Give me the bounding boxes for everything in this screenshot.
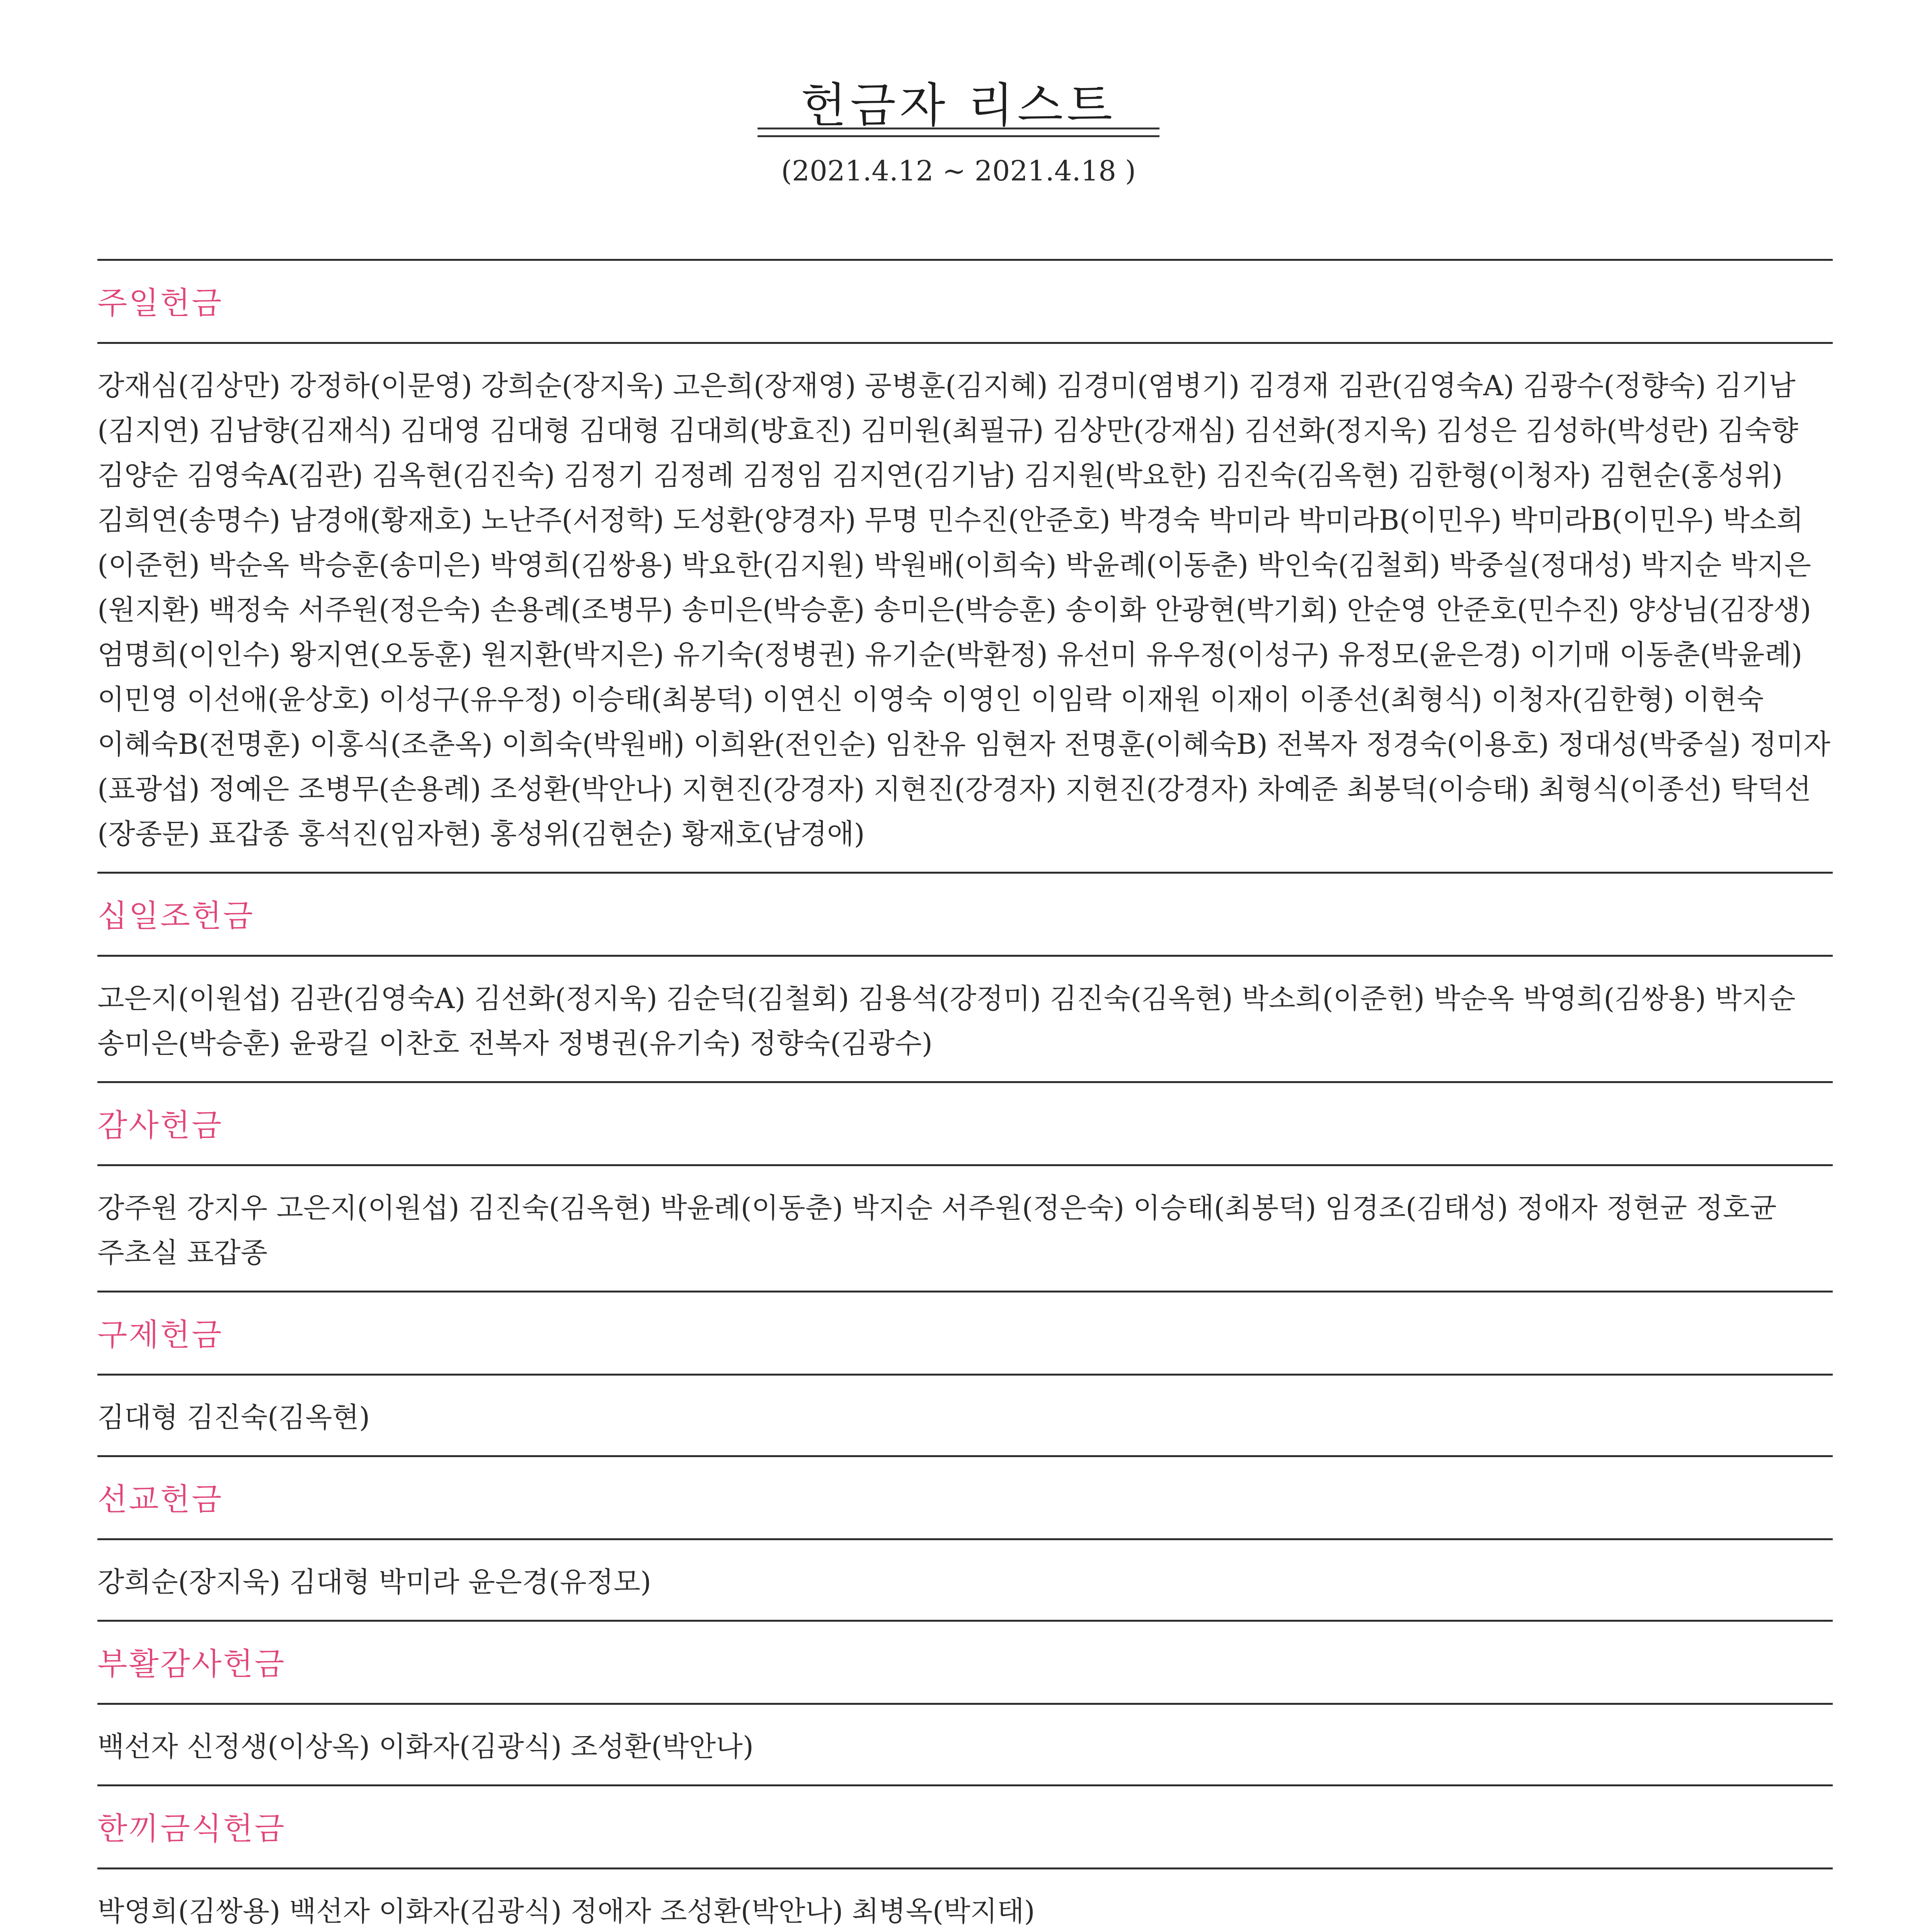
donor-list: 백선자 신정생(이상옥) 이화자(김광식) 조성환(박안나) — [97, 1730, 754, 1763]
title-underline-bottom — [758, 135, 1159, 137]
document-title: 헌금자 리스트 — [801, 78, 1116, 133]
donor-list: 고은지(이원섭) 김관(김영숙A) 김선화(정지욱) 김순덕(김철회) 김용석(강정미) 김진숙(김옥현) 박소희(이준헌) 박순옥 박영희(김쌍용) 박지순 송미은(박승훈) 윤광길 이찬호 전복자 정병권(유기숙) 정향숙(김광수) — [97, 982, 1796, 1060]
section-heading: 부활감사헌금 — [97, 1646, 286, 1682]
section-easter-thanksgiving-offering — [97, 1620, 1833, 1784]
section-thanksgiving-offering — [97, 1081, 1833, 1291]
donor-list: 박영희(김쌍용) 백선자 이화자(김광식) 정애자 조성환(박안나) 최병옥(박지태) — [97, 1895, 1035, 1927]
section-sunday-offering — [97, 259, 1833, 872]
section-heading: 십일조헌금 — [97, 898, 255, 934]
section-heading: 감사헌금 — [97, 1107, 223, 1143]
section-meal-fasting-offering — [97, 1784, 1833, 1932]
donor-list: 김대형 김진숙(김옥현) — [97, 1401, 370, 1434]
section-heading: 한끼금식헌금 — [97, 1811, 286, 1847]
section-relief-offering — [97, 1291, 1833, 1455]
section-heading: 구제헌금 — [97, 1317, 223, 1353]
section-heading: 선교헌금 — [97, 1481, 223, 1517]
donor-list: 강희순(장지욱) 김대형 박미라 윤은경(유정모) — [97, 1566, 651, 1598]
date-range: (2021.4.12 ~ 2021.4.18 ) — [781, 155, 1136, 187]
section-heading: 주일헌금 — [97, 285, 223, 321]
offering-sections — [97, 259, 1833, 1932]
title-underline-top — [758, 128, 1159, 129]
section-tithe-offering — [97, 872, 1833, 1081]
section-mission-offering — [97, 1455, 1833, 1620]
donor-list: 강주원 강지우 고은지(이원섭) 김진숙(김옥현) 박윤례(이동춘) 박지순 서주원(정은숙) 이승태(최봉덕) 임경조(김태성) 정애자 정현균 정호균 주초실 표갑종 — [97, 1192, 1777, 1269]
donor-list: 강재심(김상만) 강정하(이문영) 강희순(장지욱) 고은희(장재영) 공병훈(김지혜) 김경미(염병기) 김경재 김관(김영숙A) 김광수(정향숙) 김기남(김지연) 김남향(김재식) 김대영 김대형 김대형 김대희(방효진) 김미원(최필규) 김상만(강재심) 김선화(정지욱) 김성은 김성하(박성란) 김숙향 김양순 김영숙A(김관) 김옥현(김진숙) 김정기 김정례 김정임 김지연(김기남) 김지원(박요한) 김진숙(김옥현) 김한형(이청자) 김현순(홍성위) 김희연(송명수) 남경애(황재호) 노난주(서정학) 도성환(양경자) 무명 민수진(안준호) 박경숙 박미라 박미라B(이민우) 박미라B(이민우) 박소희(이준헌) 박순옥 박승훈(송미은) 박영희(김쌍용) 박요한(김지원) 박원배(이희숙) 박윤례(이동춘) 박인숙(김철회) 박중실(정대성) 박지순 박지은(원지환) 백정숙 서주원(정은숙) 손용례(조병무) 송미은(박승훈) 송미은(박승훈) 송이화 안광현(박기회) 안순영 안준호(민수진) 양상님(김장생) 엄명희(이인수) 왕지연(오동훈) 원지환(박지은) 유기숙(정병권) 유기순(박환정) 유선미 유우정(이성구) 유정모(윤은경) 이기매 이동춘(박윤례) 이민영 이선애(윤상호) 이성구(유우정) 이승태(최봉덕) 이연신 이영숙 이영인 이임락 이재원 이재이 이종선(최형식) 이청자(김한형) 이현숙 이혜숙B(전명훈) 이홍식(조춘옥) 이희숙(박원배) 이희완(전인순) 임찬유 임현자 전명훈(이혜숙B) 전복자 정경숙(이용호) 정대성(박중실) 정미자(표광섭) 정예은 조병무(손용례) 조성환(박안나) 지현진(강경자) 지현진(강경자) 지현진(강경자) 차예준 최봉덕(이승태) 최형식(이종선) 탁덕선(장종문) 표갑종 홍석진(임자현) 홍성위(김현순) 황재호(남경애) — [97, 369, 1830, 850]
